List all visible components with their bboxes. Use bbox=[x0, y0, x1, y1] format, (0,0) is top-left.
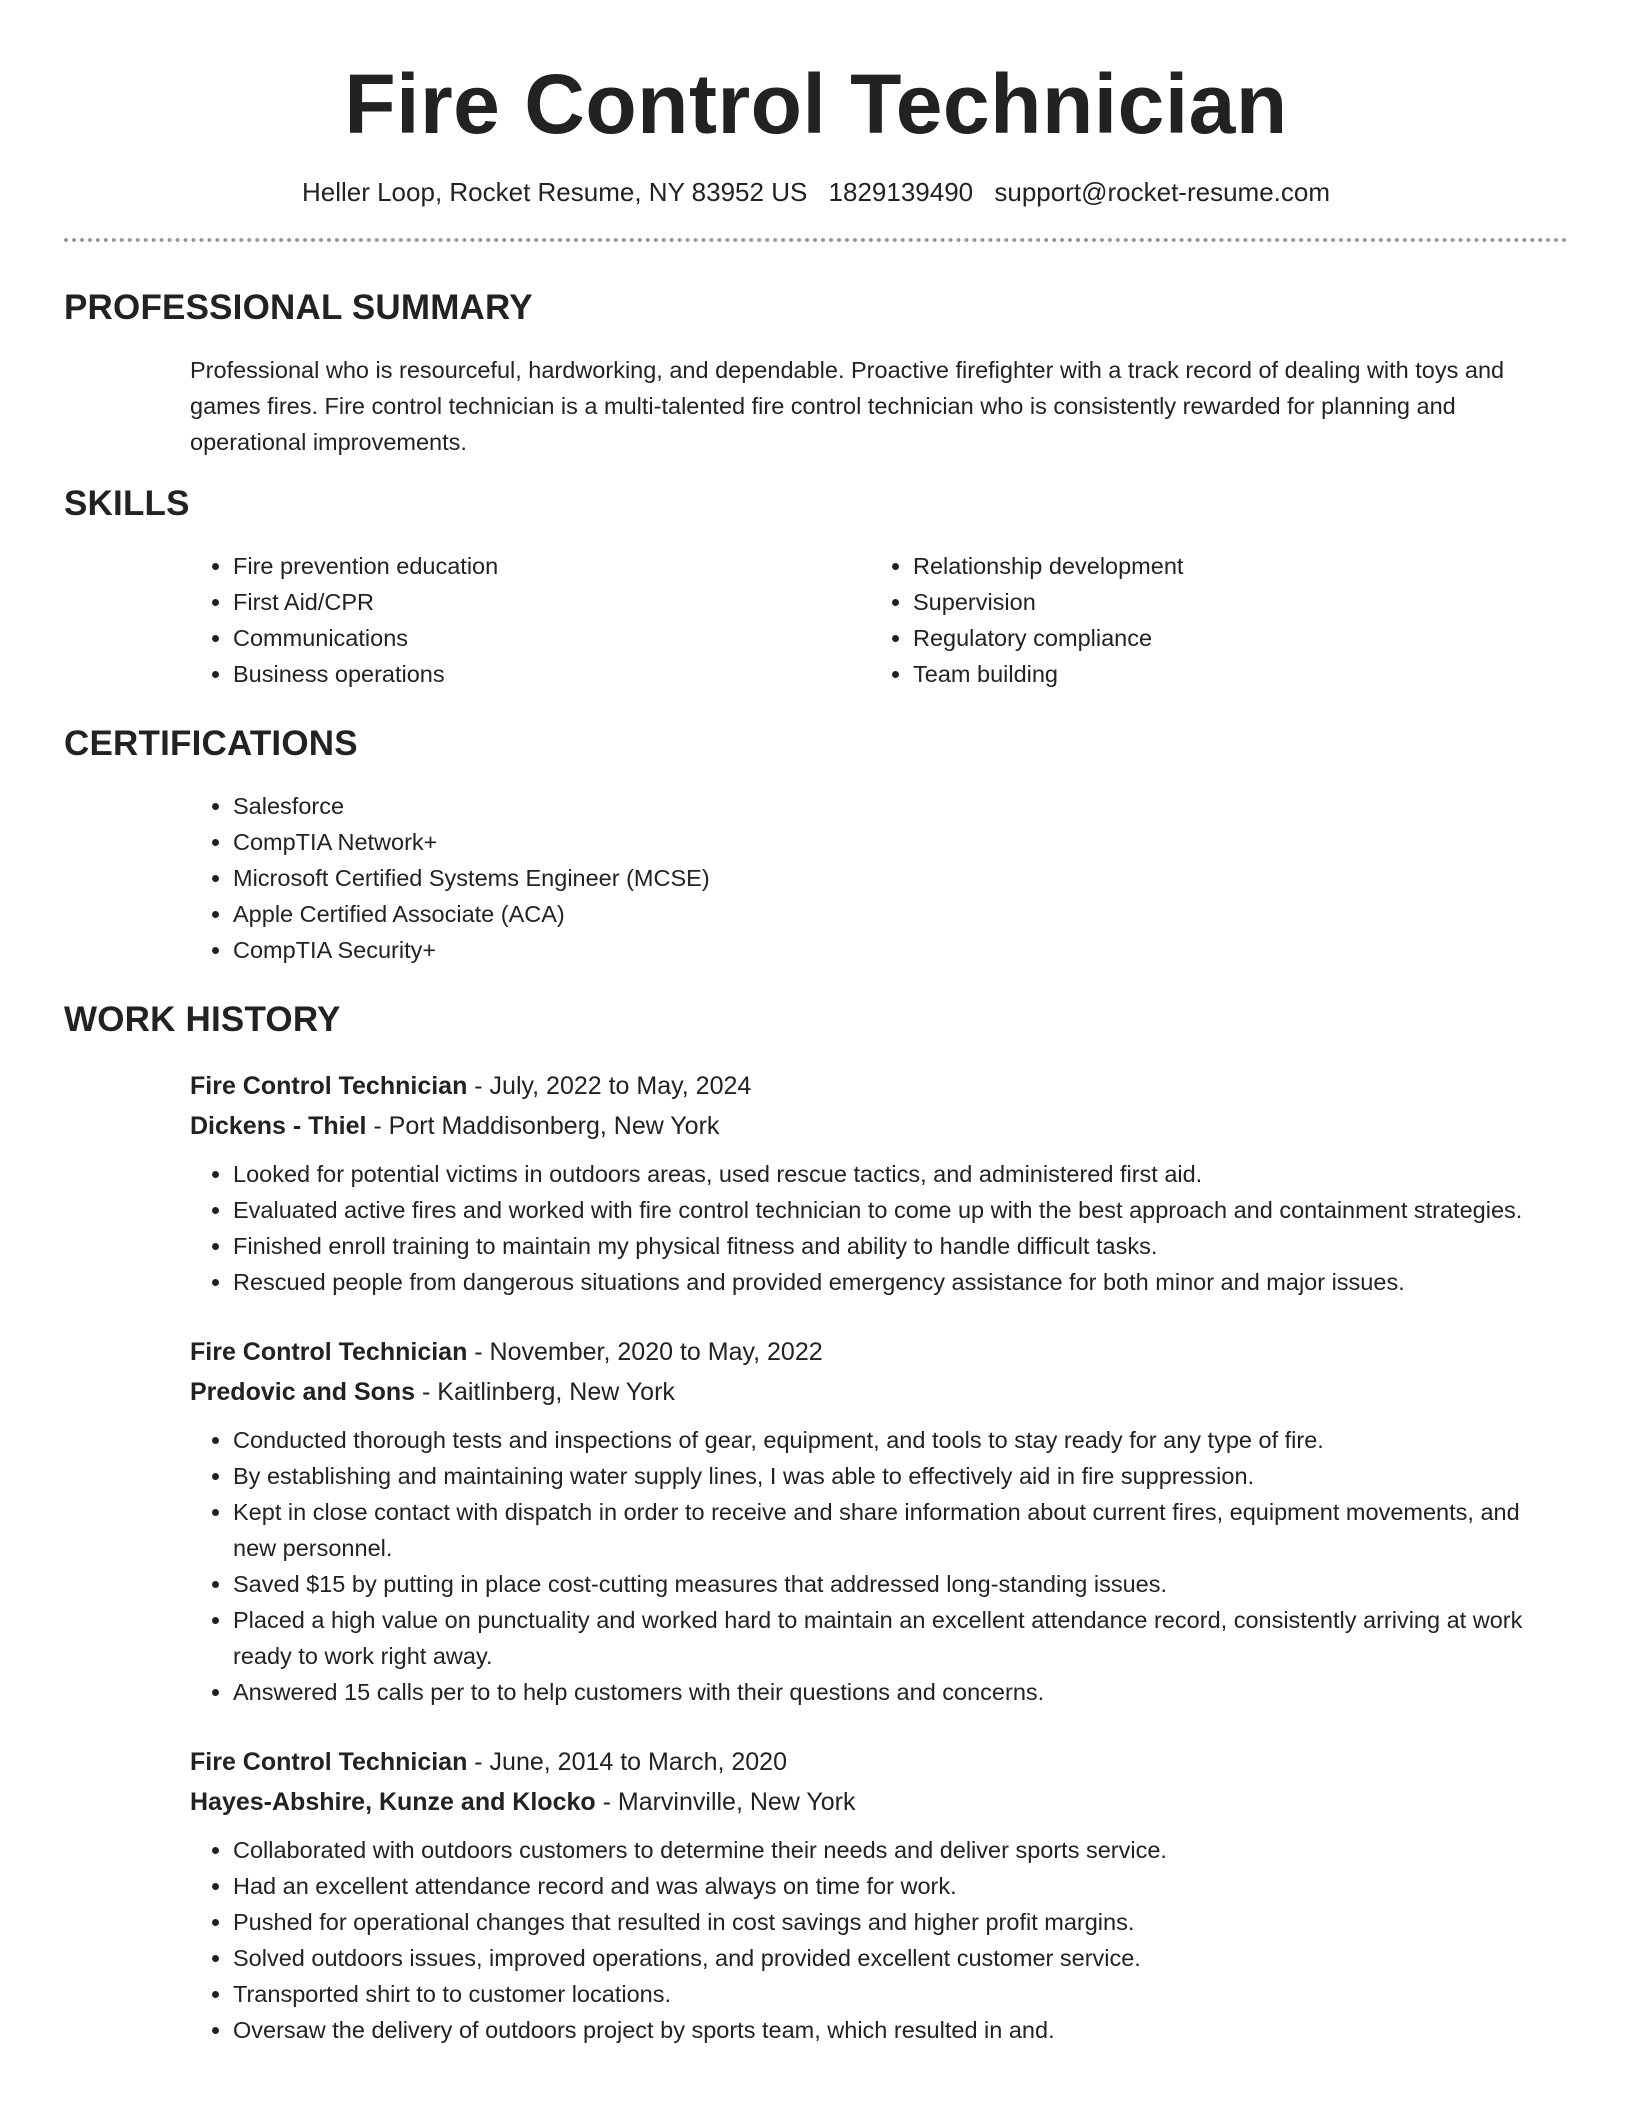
job-location: - Marvinville, New York bbox=[595, 1788, 856, 1816]
section-title-certifications: CERTIFICATIONS bbox=[64, 724, 358, 763]
resume-page bbox=[64, 0, 1568, 2048]
job-role: Fire Control Technician bbox=[190, 1338, 468, 1366]
job-bullet: • Pushed for operational changes that resulted in cost savings and higher profit margins. bbox=[233, 1904, 1568, 1940]
skills-list bbox=[190, 548, 1568, 692]
contact-line bbox=[64, 174, 1568, 210]
job-bullet: • Looked for potential victims in outdoors areas, used rescue tactics, and administered first aid. bbox=[233, 1156, 1568, 1192]
job-title-line bbox=[190, 1332, 1568, 1372]
job-bullet: • Transported shirt to to customer locations. bbox=[233, 1976, 1568, 2012]
job-dates: - June, 2014 to March, 2020 bbox=[467, 1748, 787, 1776]
contact-address: Heller Loop, Rocket Resume, NY 83952 US bbox=[301, 177, 808, 207]
job-bullets bbox=[190, 1832, 1568, 2048]
job-title-line bbox=[190, 1742, 1568, 1782]
certification-item: • Salesforce bbox=[233, 788, 1568, 824]
job-company: Hayes-Abshire, Kunze and Klocko bbox=[190, 1788, 596, 1816]
job-bullet: • Finished enroll training to maintain my physical fitness and ability to handle difficult tasks. bbox=[233, 1228, 1568, 1264]
skill-item: • Relationship development bbox=[913, 548, 1550, 584]
skill-item: • Business operations bbox=[233, 656, 870, 692]
job-bullet: • Kept in close contact with dispatch in order to receive and share information about current fires, equipment movements, and new personnel. bbox=[233, 1494, 1568, 1566]
job-entry bbox=[190, 1742, 1568, 2048]
skill-item: • Regulatory compliance bbox=[913, 620, 1550, 656]
section-title-work-history: WORK HISTORY bbox=[64, 1000, 341, 1039]
certification-item: • Apple Certified Associate (ACA) bbox=[233, 896, 1568, 932]
job-company-line bbox=[190, 1372, 1568, 1412]
job-bullet: • Answered 15 calls per to to help customers with their questions and concerns. bbox=[233, 1674, 1568, 1710]
job-company: Dickens - Thiel bbox=[190, 1112, 367, 1140]
job-bullets bbox=[190, 1156, 1568, 1300]
job-bullet: • Evaluated active fires and worked with fire control technician to come up with the best approach and containment strategies. bbox=[233, 1192, 1568, 1228]
certification-item: • CompTIA Network+ bbox=[233, 824, 1568, 860]
summary-text: Professional who is resourceful, hardworking, and dependable. Proactive firefighter with a track record of dealing with toys and games fires. Fire control technician is a multi-talented fire control technician who is consistently rewarded for planning and operational improvements. bbox=[190, 357, 1505, 455]
job-entry bbox=[190, 1332, 1568, 1710]
job-dates: - November, 2020 to May, 2022 bbox=[467, 1338, 823, 1366]
job-bullet: • Conducted thorough tests and inspections of gear, equipment, and tools to stay ready for any type of fire. bbox=[233, 1422, 1568, 1458]
job-location: - Port Maddisonberg, New York bbox=[366, 1112, 720, 1140]
job-title-line bbox=[190, 1066, 1568, 1106]
contact-email: support@rocket-resume.com bbox=[994, 177, 1331, 207]
job-bullet: • Placed a high value on punctuality and worked hard to maintain an excellent attendance record, consistently arriving at work ready to work right away. bbox=[233, 1602, 1568, 1674]
skill-item: • Team building bbox=[913, 656, 1550, 692]
job-bullet: • Solved outdoors issues, improved operations, and provided excellent customer service. bbox=[233, 1940, 1568, 1976]
skill-item: • First Aid/CPR bbox=[233, 584, 870, 620]
job-bullet: • Rescued people from dangerous situations and provided emergency assistance for both minor and major issues. bbox=[233, 1264, 1568, 1300]
job-role: Fire Control Technician bbox=[190, 1072, 468, 1100]
job-bullet: • Collaborated with outdoors customers to determine their needs and deliver sports service. bbox=[233, 1832, 1568, 1868]
skill-item: • Communications bbox=[233, 620, 870, 656]
certification-item: • CompTIA Security+ bbox=[233, 932, 1568, 968]
section-title-summary: PROFESSIONAL SUMMARY bbox=[64, 288, 533, 327]
job-role: Fire Control Technician bbox=[190, 1748, 468, 1776]
job-dates: - July, 2022 to May, 2024 bbox=[467, 1072, 752, 1100]
job-bullet: • By establishing and maintaining water supply lines, I was able to effectively aid in fire suppression. bbox=[233, 1458, 1568, 1494]
job-location: - Kaitlinberg, New York bbox=[415, 1378, 675, 1406]
candidate-name: Fire Control Technician bbox=[344, 57, 1288, 151]
job-entry bbox=[190, 1066, 1568, 1300]
header-divider bbox=[64, 238, 1568, 242]
skills-column-right bbox=[870, 548, 1550, 692]
job-bullet: • Oversaw the delivery of outdoors project by sports team, which resulted in and. bbox=[233, 2012, 1568, 2048]
skills-column-left bbox=[190, 548, 870, 692]
job-bullets bbox=[190, 1422, 1568, 1710]
section-title-skills: SKILLS bbox=[64, 484, 190, 523]
skill-item: • Supervision bbox=[913, 584, 1550, 620]
skill-item: • Fire prevention education bbox=[233, 548, 870, 584]
job-company: Predovic and Sons bbox=[190, 1378, 416, 1406]
contact-phone: 1829139490 bbox=[828, 177, 974, 207]
job-company-line bbox=[190, 1106, 1568, 1146]
certifications-list bbox=[190, 788, 1568, 968]
job-company-line bbox=[190, 1782, 1568, 1822]
certification-item: • Microsoft Certified Systems Engineer (MCSE) bbox=[233, 860, 1568, 896]
job-bullet: • Saved $15 by putting in place cost-cutting measures that addressed long-standing issues. bbox=[233, 1566, 1568, 1602]
job-bullet: • Had an excellent attendance record and was always on time for work. bbox=[233, 1868, 1568, 1904]
